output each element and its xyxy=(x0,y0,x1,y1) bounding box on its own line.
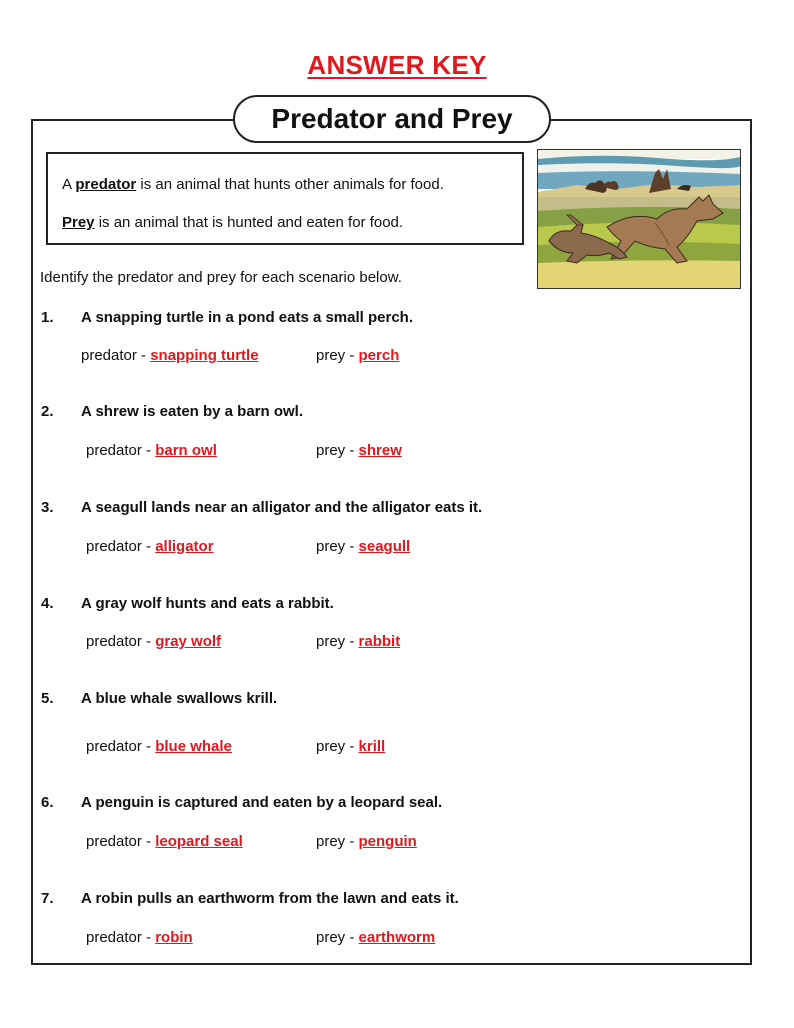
prey-answer-value: perch xyxy=(358,347,400,364)
question-text: A snapping turtle in a pond eats a small perch. xyxy=(81,309,414,326)
page-title: Predator and Prey xyxy=(233,95,551,143)
definitions-box xyxy=(46,152,524,245)
predator-label: predator - xyxy=(86,633,156,650)
predator-answer xyxy=(86,833,243,850)
prey-answer-value: seagull xyxy=(358,538,411,555)
question-number: 3. xyxy=(41,499,54,516)
predator-term: predator xyxy=(75,176,137,193)
predator-answer xyxy=(81,347,259,364)
prey-answer-value: penguin xyxy=(358,833,417,850)
predator-definition xyxy=(62,176,444,193)
prey-answer xyxy=(316,442,402,459)
prey-answer-value: shrew xyxy=(358,442,402,459)
definition-article: A xyxy=(62,176,72,193)
question-text: A shrew is eaten by a barn owl. xyxy=(81,403,304,420)
prey-answer xyxy=(316,633,400,650)
predator-answer xyxy=(86,633,221,650)
predator-answer xyxy=(86,538,214,555)
prey-answer-value: earthworm xyxy=(358,929,436,946)
prey-answer-value: krill xyxy=(358,738,386,755)
predator-label: predator - xyxy=(86,538,156,555)
predator-answer xyxy=(86,738,232,755)
wolf-chasing-rabbit-illustration xyxy=(537,149,741,289)
prey-answer xyxy=(316,347,399,364)
question-number: 6. xyxy=(41,794,54,811)
predator-answer xyxy=(86,929,193,946)
predator-answer-value: alligator xyxy=(155,538,214,555)
question-number: 2. xyxy=(41,403,54,420)
prey-answer xyxy=(316,738,385,755)
question-text: A blue whale swallows krill. xyxy=(81,690,278,707)
predator-answer-value: barn owl xyxy=(155,442,217,459)
prey-term: Prey xyxy=(62,214,95,231)
prey-label: prey - xyxy=(316,442,359,459)
prey-answer xyxy=(316,833,417,850)
predator-answer-value: robin xyxy=(155,929,193,946)
predator-definition-text: is an animal that hunts other animals for food. xyxy=(136,176,444,193)
question-text: A seagull lands near an alligator and the alligator eats it. xyxy=(81,499,483,516)
predator-answer-value: snapping turtle xyxy=(150,347,259,364)
predator-label: predator - xyxy=(86,738,156,755)
prey-label: prey - xyxy=(316,929,359,946)
question-number: 7. xyxy=(41,890,54,907)
predator-label: predator - xyxy=(86,833,156,850)
question-text: A penguin is captured and eaten by a leopard seal. xyxy=(81,794,443,811)
prey-answer xyxy=(316,929,435,946)
question-number: 1. xyxy=(41,309,54,326)
question-text: A gray wolf hunts and eats a rabbit. xyxy=(81,595,334,612)
predator-answer xyxy=(86,442,217,459)
instructions: Identify the predator and prey for each scenario below. xyxy=(40,269,402,286)
prey-label: prey - xyxy=(316,538,359,555)
question-number: 5. xyxy=(41,690,54,707)
predator-answer-value: gray wolf xyxy=(155,633,222,650)
prey-answer xyxy=(316,538,410,555)
prey-label: prey - xyxy=(316,738,359,755)
prey-label: prey - xyxy=(316,633,359,650)
predator-answer-value: blue whale xyxy=(155,738,232,755)
predator-label: predator - xyxy=(81,347,151,364)
question-text: A robin pulls an earthworm from the lawn and eats it. xyxy=(81,890,459,907)
predator-label: predator - xyxy=(86,929,156,946)
prey-label: prey - xyxy=(316,347,359,364)
prey-label: prey - xyxy=(316,833,359,850)
predator-label: predator - xyxy=(86,442,156,459)
prey-definition xyxy=(62,214,403,231)
prey-definition-text: is an animal that is hunted and eaten for food. xyxy=(94,214,404,231)
answer-key-heading: ANSWER KEY xyxy=(307,50,487,80)
predator-answer-value: leopard seal xyxy=(155,833,243,850)
question-number: 4. xyxy=(41,595,54,612)
prey-answer-value: rabbit xyxy=(358,633,401,650)
